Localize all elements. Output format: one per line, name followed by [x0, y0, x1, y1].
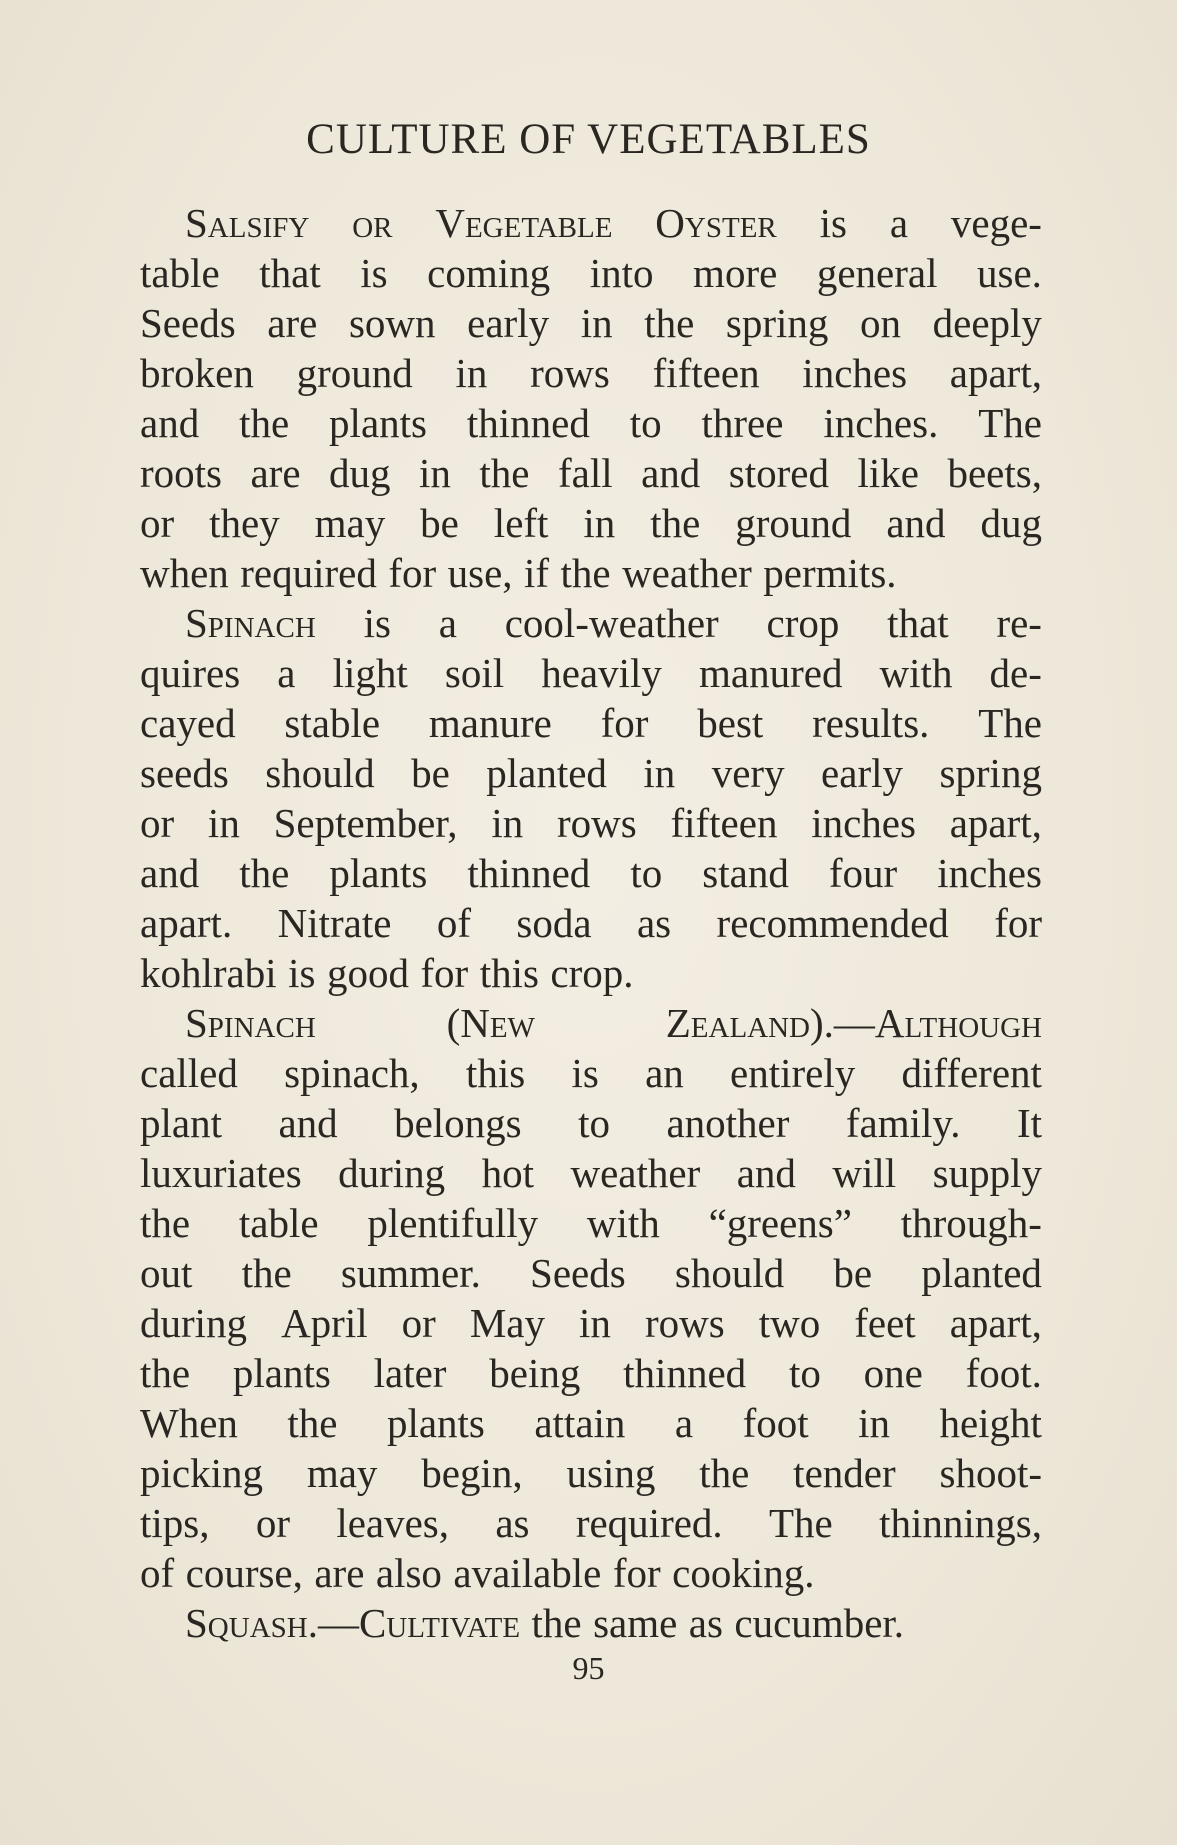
text-line: of course, are also available for cooking.	[140, 1550, 815, 1596]
text-line: cayed stable manure for best results. The	[140, 700, 1042, 746]
text-line: Salsify or Vegetable Oyster is a vege-	[185, 200, 1042, 246]
text-line: plant and belongs to another family. It	[140, 1100, 1042, 1146]
text-line: table that is coming into more general use.	[140, 250, 1042, 296]
text-line: broken ground in rows fifteen inches apart,	[140, 350, 1042, 396]
text-line: Squash.—Cultivate the same as cucumber.	[185, 1600, 905, 1646]
text-line: the table plentifully with “greens” through-	[140, 1200, 1042, 1246]
running-head: CULTURE OF VEGETABLES	[306, 116, 871, 163]
page-number: 95	[572, 1650, 605, 1686]
text-line: apart. Nitrate of soda as recommended for	[140, 900, 1042, 946]
text-line: Spinach is a cool-weather crop that re-	[185, 600, 1042, 646]
text-line: and the plants thinned to stand four inches	[140, 850, 1042, 896]
text-line: out the summer. Seeds should be planted	[140, 1250, 1042, 1296]
text-line: and the plants thinned to three inches. The	[140, 400, 1042, 446]
text-line: or they may be left in the ground and dug	[140, 500, 1042, 546]
text-line: luxuriates during hot weather and will supply	[140, 1150, 1042, 1196]
text-line: during April or May in rows two feet apart,	[140, 1300, 1042, 1346]
text-line: picking may begin, using the tender shoot-	[140, 1450, 1042, 1496]
text-line: when required for use, if the weather permits.	[140, 550, 897, 596]
text-line: Seeds are sown early in the spring on deeply	[140, 300, 1042, 346]
text-line: or in September, in rows fifteen inches apart,	[140, 800, 1042, 846]
text-line: called spinach, this is an entirely different	[140, 1050, 1042, 1096]
body-text	[140, 198, 1042, 1648]
text-line: roots are dug in the fall and stored like beets,	[140, 450, 1042, 496]
text-line: quires a light soil heavily manured with de-	[140, 650, 1042, 696]
text-line: Spinach (New Zealand).—Although	[185, 1000, 1042, 1046]
text-line: When the plants attain a foot in height	[140, 1400, 1042, 1446]
text-line: seeds should be planted in very early spring	[140, 750, 1042, 796]
text-line: kohlrabi is good for this crop.	[140, 950, 634, 996]
text-line: the plants later being thinned to one foot.	[140, 1350, 1042, 1396]
text-line: tips, or leaves, as required. The thinnings,	[140, 1500, 1042, 1546]
